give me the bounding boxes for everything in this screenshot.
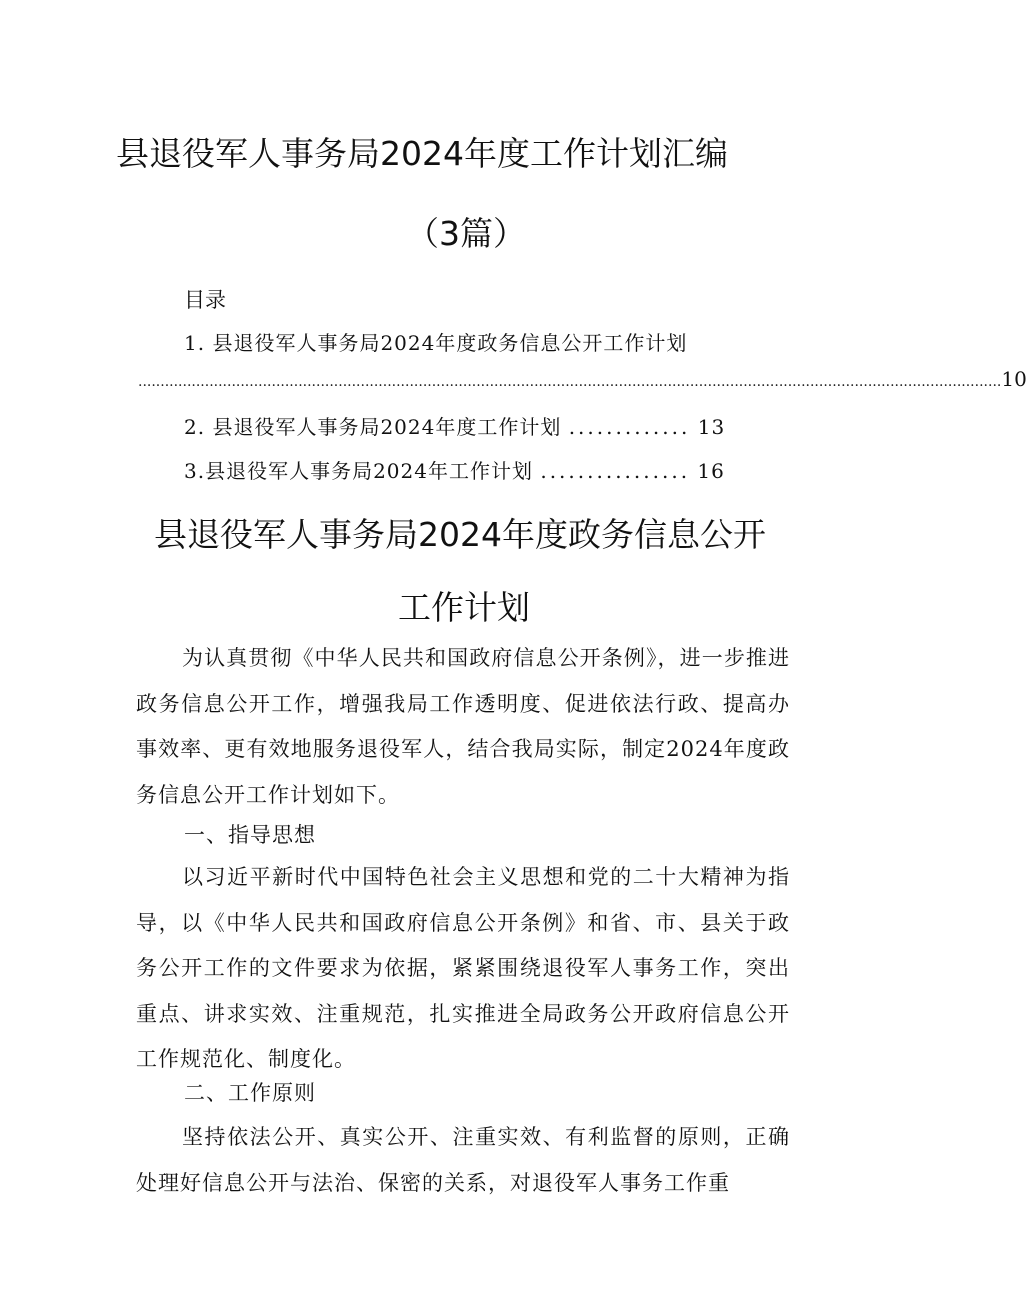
toc-dot-leader: .............	[568, 415, 691, 439]
toc-item-2-text: 2. 县退役军人事务局2024年度工作计划	[184, 415, 562, 439]
toc-item-3-page: 16	[697, 459, 725, 483]
document-title: 县退役军人事务局2024年度工作计划汇编	[116, 134, 728, 173]
toc-item-2[interactable]	[184, 411, 725, 440]
toc-dot-leader: ..................................................................................................................................................................................................	[138, 374, 1002, 390]
toc-item-3-text: 3.县退役军人事务局2024年工作计划	[184, 459, 533, 483]
toc-item-2-page: 13	[697, 415, 726, 439]
work-principles-paragraph: 坚持依法公开、真实公开、注重实效、有利监督的原则，正确处理好信息公开与法治、保密的关系，对退役军人事务工作重	[136, 1125, 790, 1195]
toc-heading: 目录	[184, 288, 226, 312]
heading-guiding-ideology: 一、指导思想	[184, 823, 316, 847]
toc-item-1-leader	[138, 367, 1027, 391]
toc-item-1-text: 1. 县退役军人事务局2024年度政务信息公开工作计划	[184, 331, 688, 355]
section-title-cont: 工作计划	[398, 588, 530, 627]
guiding-ideology-paragraph: 以习近平新时代中国特色社会主义思想和党的二十大精神为指导，以《中华人民共和国政府信息公开条例》和省、市、县关于政务公开工作的文件要求为依据，紧紧围绕退役军人事务工作，突出重点、讲求实效、注重规范，扎实推进全局政务公开政府信息公开工作规范化、制度化。	[136, 865, 790, 1071]
heading-work-principles: 二、工作原则	[184, 1081, 316, 1105]
toc-item-3[interactable]	[184, 455, 725, 484]
intro-paragraph: 为认真贯彻《中华人民共和国政府信息公开条例》，进一步推进政务信息公开工作，增强我局工作透明度、促进依法行政、提高办事效率、更有效地服务退役军人，结合我局实际，制定2024年度政务信息公开工作计划如下。	[136, 646, 790, 807]
document-title-count: （3篇）	[406, 214, 526, 253]
toc-item-1[interactable]	[184, 327, 687, 356]
toc-item-1-page: 10	[1001, 367, 1027, 391]
toc-dot-leader: ................	[540, 459, 691, 483]
section-title: 县退役军人事务局2024年度政务信息公开	[154, 515, 766, 554]
